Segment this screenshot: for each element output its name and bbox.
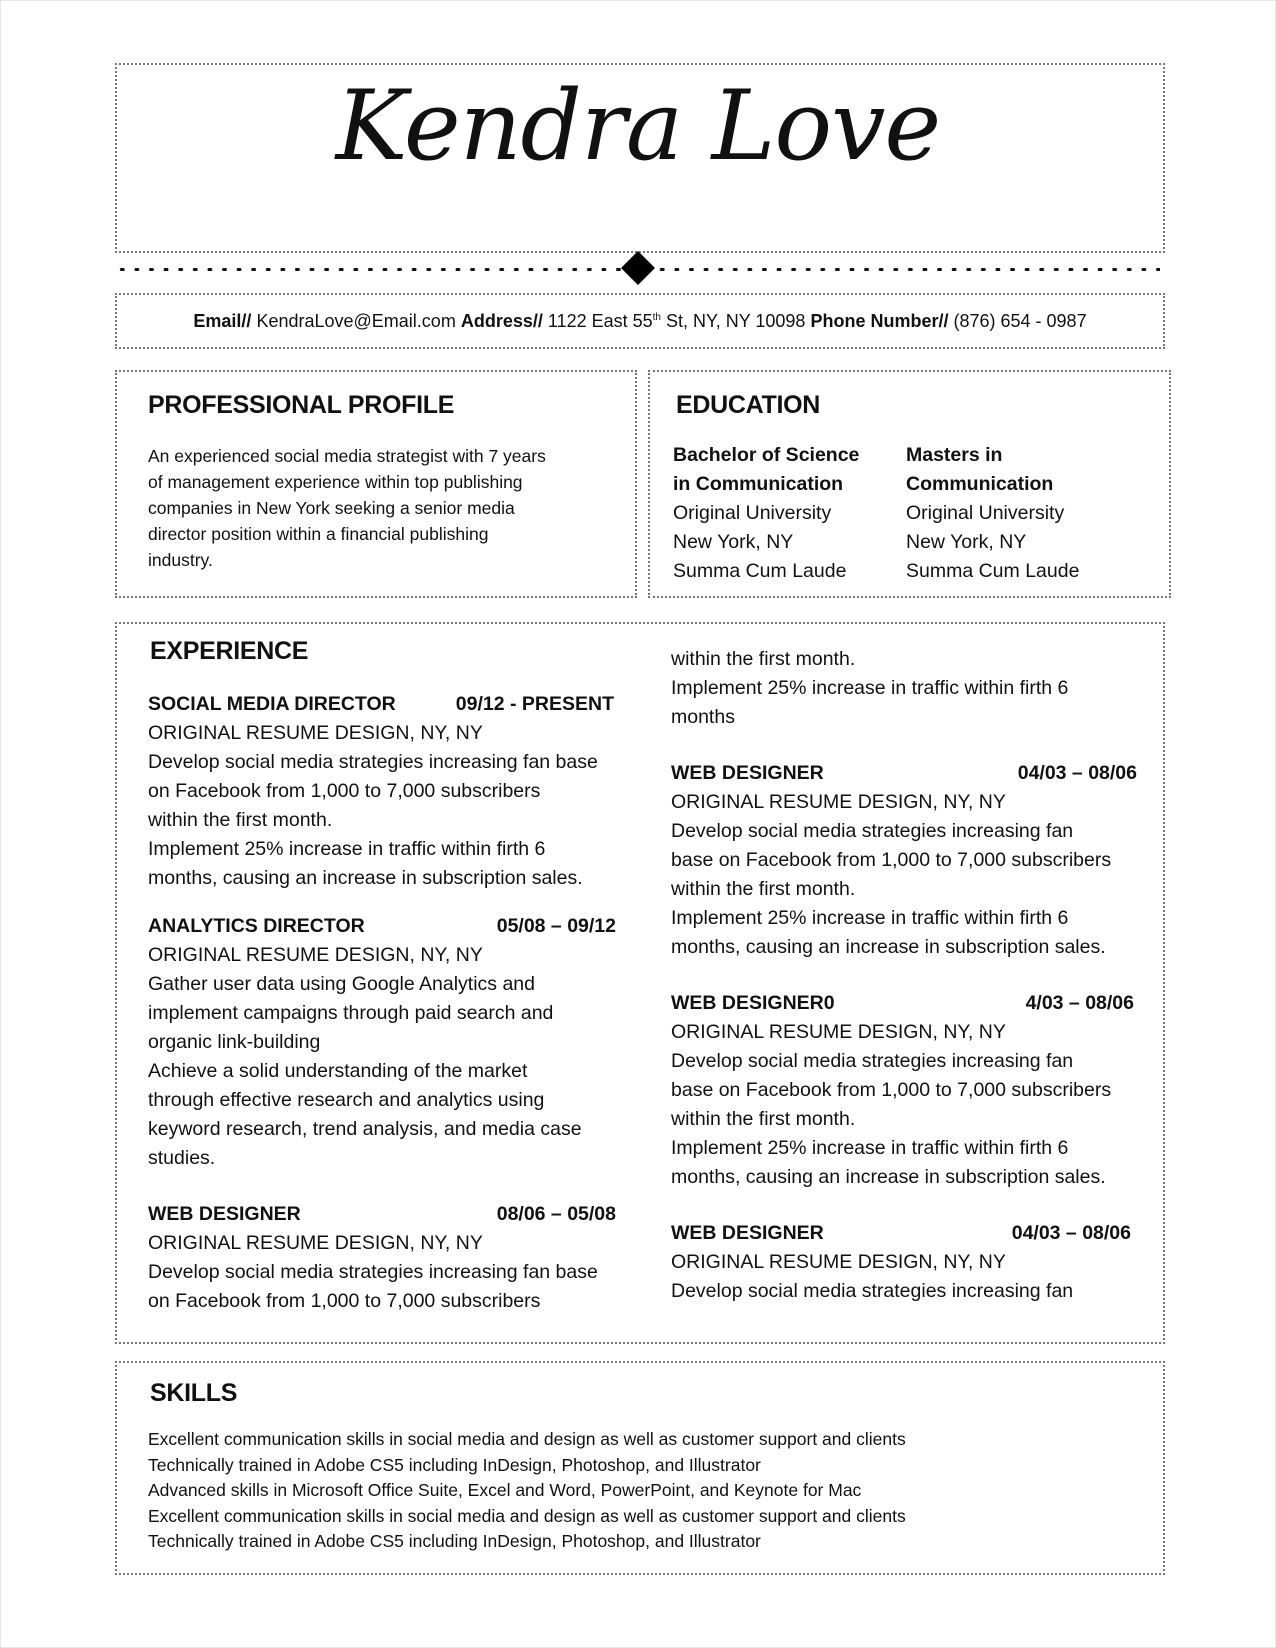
job-line: keyword research, trend analysis, and media case xyxy=(148,1118,582,1140)
job-company: ORIGINAL RESUME DESIGN, NY, NY xyxy=(148,1232,483,1254)
job-company: ORIGINAL RESUME DESIGN, NY, NY xyxy=(148,944,483,966)
degree-title: Masters in xyxy=(906,444,1003,466)
contact-line xyxy=(115,311,1165,332)
job-title: ANALYTICS DIRECTOR xyxy=(148,915,365,937)
job-title: WEB DESIGNER0 xyxy=(671,992,835,1014)
honors: Summa Cum Laude xyxy=(673,560,847,582)
job-entry xyxy=(148,690,614,893)
skills-heading: SKILLS xyxy=(150,1379,238,1407)
address-label: Address// xyxy=(460,311,543,331)
phone-value: (876) 654 - 0987 xyxy=(953,311,1087,331)
email-value: KendraLove@Email.com xyxy=(256,311,456,331)
skill-item: Advanced skills in Microsoft Office Suite, Excel and Word, PowerPoint, and Keynote for Mac xyxy=(148,1480,862,1500)
address-suffix: th xyxy=(652,312,661,323)
phone-label: Phone Number// xyxy=(810,311,949,331)
profile-summary xyxy=(148,443,588,573)
job-line: organic link-building xyxy=(148,1031,321,1053)
job-line: within the first month. xyxy=(671,878,856,900)
degree-title: in Communication xyxy=(673,473,844,495)
job-line: within the first month. xyxy=(671,648,856,670)
job-title: WEB DESIGNER xyxy=(671,762,824,784)
job-line: Develop social media strategies increasing fan base xyxy=(148,1261,598,1283)
education-entry xyxy=(673,441,893,586)
job-line: base on Facebook from 1,000 to 7,000 subscribers xyxy=(671,1079,1112,1101)
job-line: Implement 25% increase in traffic within firth 6 xyxy=(671,677,1069,699)
degree-title: Bachelor of Science xyxy=(673,444,860,466)
job-entry xyxy=(671,759,1137,962)
profile-heading: PROFESSIONAL PROFILE xyxy=(148,391,455,419)
job-title: SOCIAL MEDIA DIRECTOR xyxy=(148,693,396,715)
job-dates: 4/03 – 08/06 xyxy=(1025,992,1134,1014)
job-company: ORIGINAL RESUME DESIGN, NY, NY xyxy=(148,722,483,744)
job-line: within the first month. xyxy=(671,1108,856,1130)
job-continuation xyxy=(671,645,1137,732)
email-label: Email// xyxy=(193,311,252,331)
job-line: months, causing an increase in subscription sales. xyxy=(671,936,1106,958)
job-entry xyxy=(148,912,616,1173)
job-line: months, causing an increase in subscription sales. xyxy=(671,1166,1106,1188)
school-name: Original University xyxy=(906,502,1065,524)
job-line: Develop social media strategies increasing fan xyxy=(671,1050,1074,1072)
skill-item: Excellent communication skills in social media and design as well as customer support and clients xyxy=(148,1505,906,1526)
skill-item: Excellent communication skills in social media and design as well as customer support and clients xyxy=(148,1429,906,1449)
job-title: WEB DESIGNER xyxy=(148,1203,301,1225)
job-entry xyxy=(671,989,1134,1192)
job-line: on Facebook from 1,000 to 7,000 subscribers xyxy=(148,780,541,802)
job-line: within the first month. xyxy=(148,809,333,831)
job-title: WEB DESIGNER xyxy=(671,1222,824,1244)
school-name: Original University xyxy=(673,502,832,524)
job-line: through effective research and analytics using xyxy=(148,1089,545,1111)
profile-line: director position within a financial publishing xyxy=(148,524,489,544)
job-line: base on Facebook from 1,000 to 7,000 subscribers xyxy=(671,849,1112,871)
profile-line: industry. xyxy=(148,550,213,570)
skills-list xyxy=(148,1427,906,1555)
job-dates: 04/03 – 08/06 xyxy=(1017,762,1137,784)
skill-item: Technically trained in Adobe CS5 including InDesign, Photoshop, and Illustrator xyxy=(148,1454,761,1475)
job-dates: 04/03 – 08/06 xyxy=(1011,1222,1131,1244)
job-line: Implement 25% increase in traffic within firth 6 xyxy=(148,838,546,860)
job-entry xyxy=(148,1200,616,1316)
profile-line: of management experience within top publishing xyxy=(148,472,523,492)
address-city: St, NY, NY 10098 xyxy=(666,311,806,331)
job-line: studies. xyxy=(148,1147,216,1169)
address-value xyxy=(548,311,806,331)
school-location: New York, NY xyxy=(906,531,1027,553)
job-dates: 08/06 – 05/08 xyxy=(496,1203,616,1225)
profile-line: companies in New York seeking a senior media xyxy=(148,498,515,518)
profile-line: An experienced social media strategist with 7 years xyxy=(148,446,546,466)
job-entry xyxy=(671,1219,1131,1306)
job-line: on Facebook from 1,000 to 7,000 subscribers xyxy=(148,1290,541,1312)
job-company: ORIGINAL RESUME DESIGN, NY, NY xyxy=(671,1021,1006,1043)
job-line: Implement 25% increase in traffic within firth 6 xyxy=(671,1137,1069,1159)
job-line: implement campaigns through paid search and xyxy=(148,1002,554,1024)
job-line: Develop social media strategies increasing fan xyxy=(671,820,1074,842)
job-line: months, causing an increase in subscription sales. xyxy=(148,867,583,889)
resume-name: Kendra Love xyxy=(335,70,941,182)
job-dates: 09/12 - PRESENT xyxy=(455,693,614,715)
job-line: Achieve a solid understanding of the market xyxy=(148,1060,528,1082)
job-company: ORIGINAL RESUME DESIGN, NY, NY xyxy=(671,1251,1006,1273)
school-location: New York, NY xyxy=(673,531,794,553)
job-line: Develop social media strategies increasing fan base xyxy=(148,751,598,773)
job-line: months xyxy=(671,706,735,728)
education-entry xyxy=(906,441,1126,586)
job-line: Develop social media strategies increasing fan xyxy=(671,1280,1074,1302)
job-dates: 05/08 – 09/12 xyxy=(496,915,616,937)
address-street: 1122 East 55 xyxy=(547,311,653,331)
education-heading: EDUCATION xyxy=(676,391,821,419)
honors: Summa Cum Laude xyxy=(906,560,1080,582)
experience-heading: EXPERIENCE xyxy=(150,637,309,665)
job-line: Implement 25% increase in traffic within firth 6 xyxy=(671,907,1069,929)
job-line: Gather user data using Google Analytics and xyxy=(148,973,535,995)
degree-title: Communication xyxy=(906,473,1054,495)
job-company: ORIGINAL RESUME DESIGN, NY, NY xyxy=(671,791,1006,813)
skill-item: Technically trained in Adobe CS5 including InDesign, Photoshop, and Illustrator xyxy=(148,1531,761,1551)
